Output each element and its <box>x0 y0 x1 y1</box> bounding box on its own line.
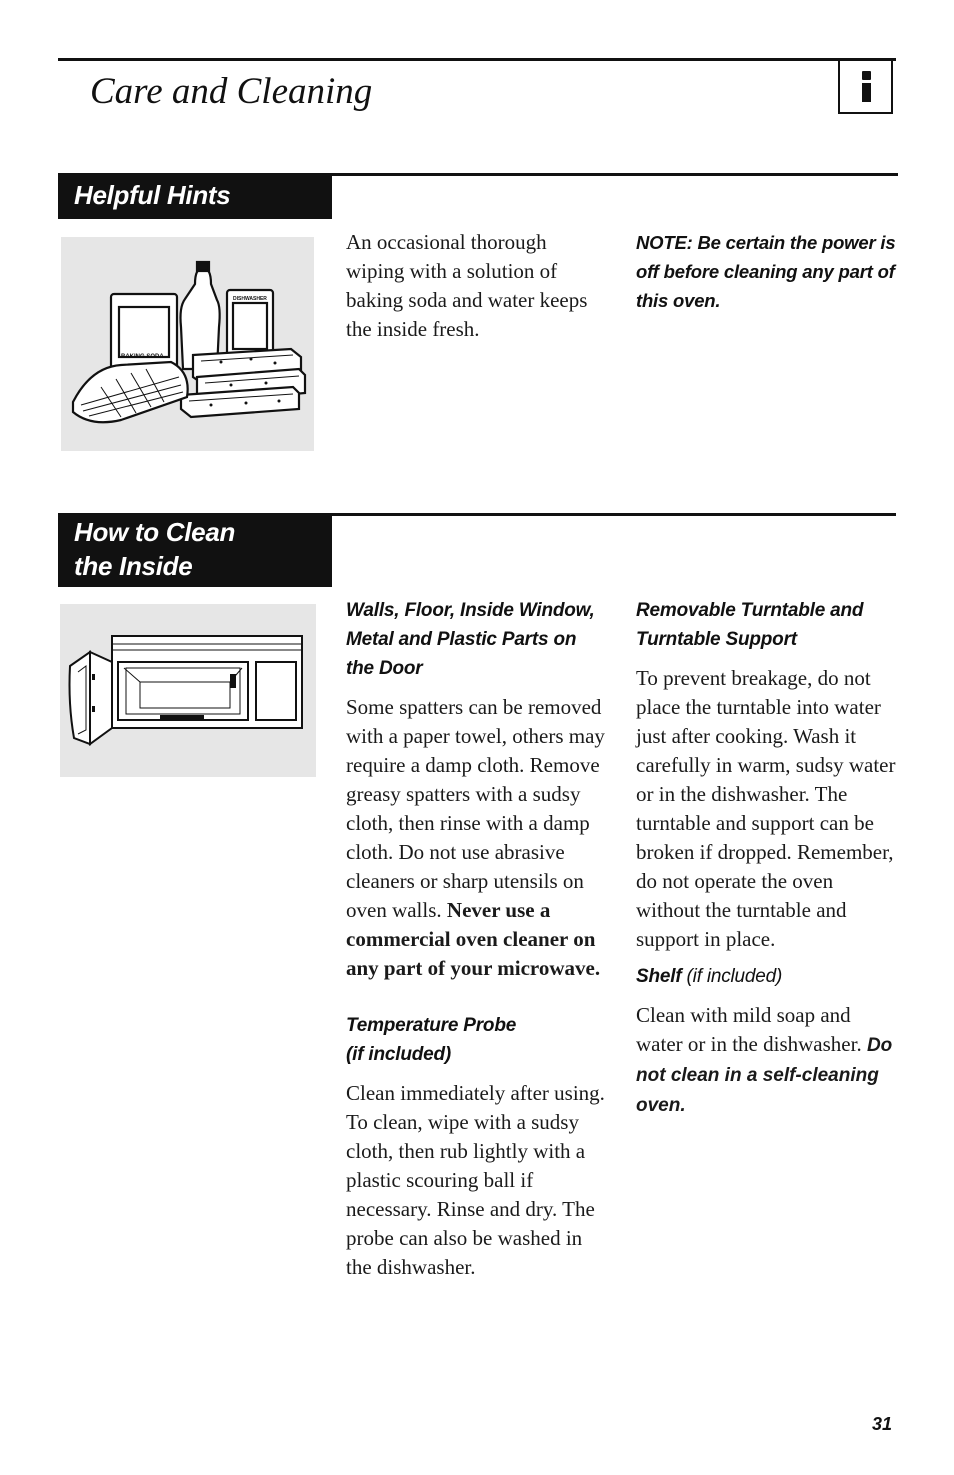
header-rule <box>58 58 896 61</box>
microwave-open-door-illustration <box>60 604 316 777</box>
shelf-warning: Do not clean in a self-cleaning oven. <box>636 1035 893 1116</box>
probe-heading-line-1: Temperature Probe <box>346 1015 517 1036</box>
dishwasher-label: DISHWASHER <box>233 296 267 302</box>
probe-heading-line-2: (if included) <box>346 1044 452 1065</box>
page-number: 31 <box>872 1414 893 1434</box>
shelf-heading: Shelf <box>636 966 682 987</box>
info-icon <box>838 59 893 114</box>
heading-line-1: How to Clean <box>74 517 236 547</box>
section-heading-helpful-hints: Helpful Hints <box>58 175 332 219</box>
turntable-body: To prevent breakage, do not place the turntable into water just after cooking. Wash it carefully in warm, sudsy water or in the dishwasher. The turntable and support can be broken if dropped. Remember, do not operate the oven without the turntable and support in place. <box>636 666 896 951</box>
turntable-heading: Removable Turntable and Turntable Support <box>636 600 864 650</box>
page-title: Care and Cleaning <box>90 71 373 112</box>
walls-warning: Never use a commercial oven cleaner on any part of your microwave. <box>346 898 601 980</box>
walls-body: Some spatters can be removed with a paper towel, others may require a damp cloth. Remove greasy spatters with a sudsy cloth, then rinse with a damp cloth. Do not use abrasive cleaners or sharp utensils on oven walls. <box>346 695 605 922</box>
walls-heading: Walls, Floor, Inside Window, Metal and Plastic Parts on the Door <box>346 600 595 679</box>
cleaning-supplies-illustration <box>61 237 314 451</box>
shelf-body: Clean with mild soap and water or in the dishwasher. <box>636 1003 862 1056</box>
baking-soda-label: BAKING SODA <box>121 354 164 360</box>
helpful-hints-body: An occasional thorough wiping with a solution of baking soda and water keeps the inside fresh. <box>346 230 588 341</box>
walls-column <box>346 596 608 1282</box>
probe-body: Clean immediately after using. To clean, wipe with a sudsy cloth, then rub lightly with a plastic scouring ball if necessary. Rinse and dry. The probe can also be washed in the dishwasher. <box>346 1081 605 1279</box>
turntable-column <box>636 596 898 1120</box>
helpful-hints-note: NOTE: Be certain the power is off before cleaning any part of this oven. <box>636 232 896 311</box>
section-heading-how-to-clean <box>58 515 332 587</box>
shelf-heading-note: (if included) <box>686 966 783 987</box>
heading-line-2: the Inside <box>74 551 193 581</box>
